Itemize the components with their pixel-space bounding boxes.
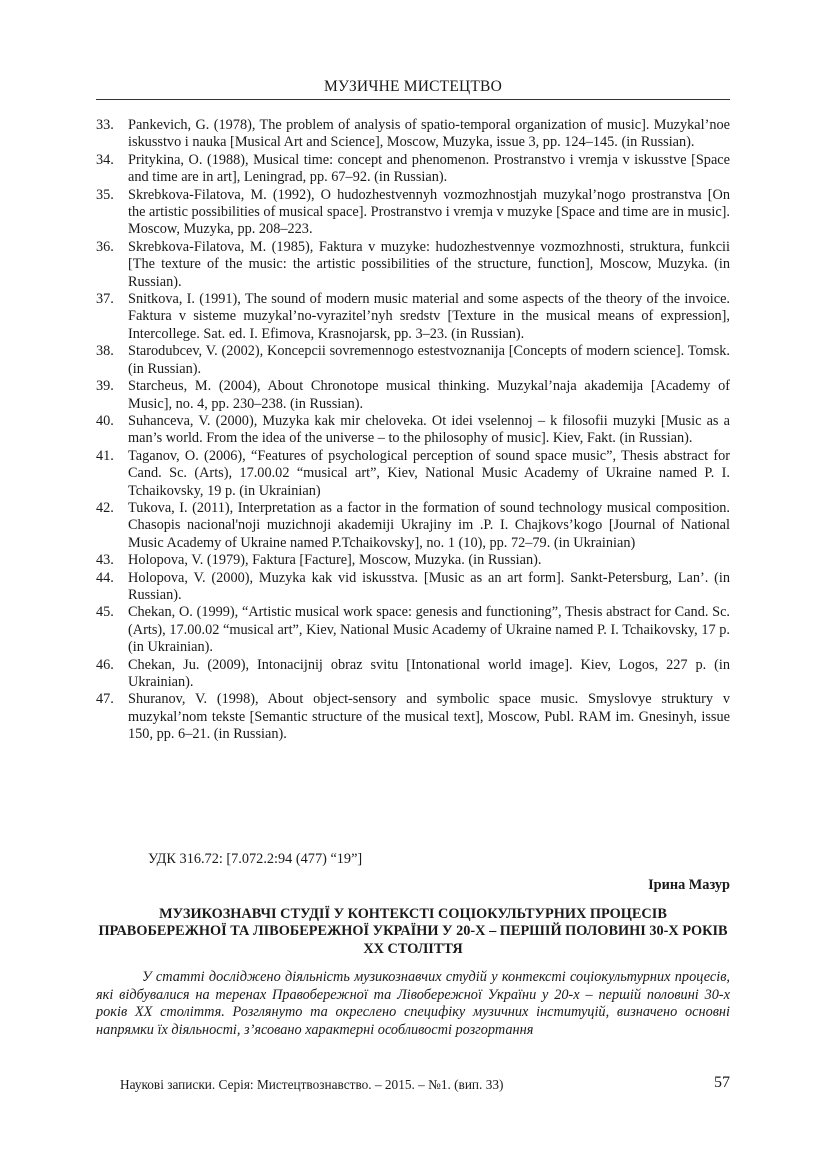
reference-text: Pankevich, G. (1978), The problem of analysis of spatio-temporal organization of music]. Muzykal’noe iskusstvo i nauka [Musical Art and Science], Moscow, Muzyka, issue 3, pp. 124–145. (in Russian). <box>128 117 730 151</box>
reference-number: 35. <box>96 186 114 203</box>
reference-number: 37. <box>96 291 114 308</box>
reference-item <box>96 378 730 413</box>
reference-item <box>96 604 730 656</box>
reference-item <box>96 291 730 343</box>
article-abstract: У статті досліджено діяльність музикознавчих студій у контексті соціокультурних процесів, які відбувалися на теренах Правобережної та Лівобережної України у 20-х – першій половині 30-х років ХХ століття. Розглянуто та окреслено специфіку музичних інституцій, визначено основні напрямки їх діяльності, з’ясовано характерні особливості розгортання <box>96 969 730 1038</box>
author-name: Ірина Мазур <box>648 877 730 893</box>
reference-number: 36. <box>96 238 114 255</box>
reference-number: 40. <box>96 412 114 429</box>
reference-item <box>96 187 730 239</box>
reference-number: 47. <box>96 691 114 708</box>
reference-text: Starodubcev, V. (2002), Koncepcii sovremennogo estestvoznanija [Concepts of modern science]. Tomsk. (in Russian). <box>128 343 730 377</box>
reference-item <box>96 552 730 569</box>
reference-text: Suhanceva, V. (2000), Muzyka kak mir cheloveka. Ot idei vselennoj – k filosofii muzyki [Music as a man’s world. From the idea of the universe – to the philosophy of music]. Kiev, Fakt. (in Russian). <box>128 412 730 447</box>
reference-text: Pritykina, O. (1988), Musical time: concept and phenomenon. Prostranstvo i vremja v iskusstve [Space and time are in art], Leningrad, pp. 67–92. (in Russian). <box>128 151 730 186</box>
reference-text: Holopova, V. (2000), Muzyka kak vid iskusstva. [Music as an art form]. Sankt-Petersburg, Lan’. (in Russian). <box>128 569 730 603</box>
article-title: МУЗИКОЗНАВЧІ СТУДІЇ У КОНТЕКСТІ СОЦІОКУЛЬТУРНИХ ПРОЦЕСІВ ПРАВОБЕРЕЖНОЇ ТА ЛІВОБЕРЕЖНОЇ УКРАЇНИ У 20-Х – ПЕРШІЙ ПОЛОВИНІ 30-Х РОКІВ ХХ СТОЛІТТЯ <box>98 906 728 957</box>
reference-number: 44. <box>96 569 114 586</box>
header-rule <box>96 99 730 100</box>
reference-number: 39. <box>96 378 114 395</box>
reference-text: Shuranov, V. (1998), About object-sensory and symbolic space music. Smyslovye struktury v muzykal’nom tekste [Semantic structure of the musical text], Moscow, Publ. RAM im. Gnesinyh, issue 150, pp. 6–21. (in Russian). <box>128 691 730 743</box>
reference-number: 34. <box>96 151 114 168</box>
footer-citation: Наукові записки. Серія: Мистецтвознавство. – 2015. – №1. (вип. 33) <box>120 1077 504 1092</box>
reference-text: Holopova, V. (1979), Faktura [Facture], Moscow, Muzyka. (in Russian). <box>128 552 542 569</box>
reference-item <box>96 500 730 552</box>
reference-item <box>96 117 730 152</box>
reference-number: 33. <box>96 117 114 133</box>
reference-number: 41. <box>96 447 114 464</box>
reference-text: Snitkova, I. (1991), The sound of modern music material and some aspects of the theory of the invoice. Faktura v sisteme muzykal’no-vyrazitel’nyh sredstv [Texture in the musical means of expression], Intercollege. Sat. ed. I. Efimova, Krasnojarsk, pp. 3–23. (in Russian). <box>128 291 730 342</box>
reference-text: Chekan, Ju. (2009), Intonacijnij obraz svitu [Intonational world image]. Kiev, Logos, 227 p. (in Ukrainian). <box>128 656 730 690</box>
page-number: 57 <box>714 1074 730 1091</box>
reference-list <box>96 117 730 744</box>
reference-item <box>96 343 730 378</box>
reference-number: 46. <box>96 656 114 673</box>
reference-item <box>96 239 730 291</box>
reference-text: Taganov, O. (2006), “Features of psychological perception of sound space music”, Thesis abstract for Cand. Sc. (Arts), 17.00.02 “musical art”, Kiev, National Music Academy of Ukraine named P. I. Tchaikovsky, 19 p. (in Ukrainian) <box>128 447 730 499</box>
reference-text: Starcheus, M. (2004), About Chronotope musical thinking. Muzykal’naja akademija [Academy of Music], no. 4, pp. 230–238. (in Russian). <box>128 378 730 412</box>
reference-item <box>96 657 730 692</box>
reference-number: 42. <box>96 499 114 516</box>
reference-text: Chekan, O. (1999), “Artistic musical work space: genesis and functioning”, Thesis abstract for Cand. Sc. (Arts), 17.00.02 “musical art”, Kiev, National Music Academy of Ukraine named P. I. Tchaikovsky, 17 p. (in Ukrainian). <box>128 604 730 656</box>
reference-text: Skrebkova-Filatova, M. (1985), Faktura v muzyke: hudozhestvennye vozmozhnosti, struktura, funkcii [The texture of the music: the artistic possibilities of the structure, function], Moscow, Muzyka. (in Russian). <box>128 238 730 290</box>
reference-item <box>96 570 730 605</box>
udc-code: УДК 316.72: [7.072.2:94 (477) “19”] <box>148 851 363 867</box>
reference-item <box>96 448 730 500</box>
reference-item <box>96 413 730 448</box>
reference-number: 38. <box>96 343 114 360</box>
reference-text: Tukova, I. (2011), Interpretation as a factor in the formation of sound technology musical composition. Chasopis nacional'noji muzichnoji akademiji Ukrajiny im .P. I. Chajkovs’kogo [Journal of National Music Academy of Ukraine named P.Tchaikovsky], no. 1 (10), pp. 72–79. (in Ukrainian) <box>128 499 730 551</box>
reference-item <box>96 152 730 187</box>
reference-text: Skrebkova-Filatova, M. (1992), O hudozhestvennyh vozmozhnostjah muzykal’nogo prostranstva [On the artistic possibilities of musical space]. Prostranstvo i vremja v muzyke [Space and time are in music]. Moscow, Muzyka, pp. 208–223. <box>128 186 730 238</box>
reference-number: 43. <box>96 552 114 569</box>
reference-item <box>96 691 730 743</box>
reference-number: 45. <box>96 604 114 621</box>
running-header: МУЗИЧНЕ МИСТЕЦТВО <box>324 78 502 95</box>
